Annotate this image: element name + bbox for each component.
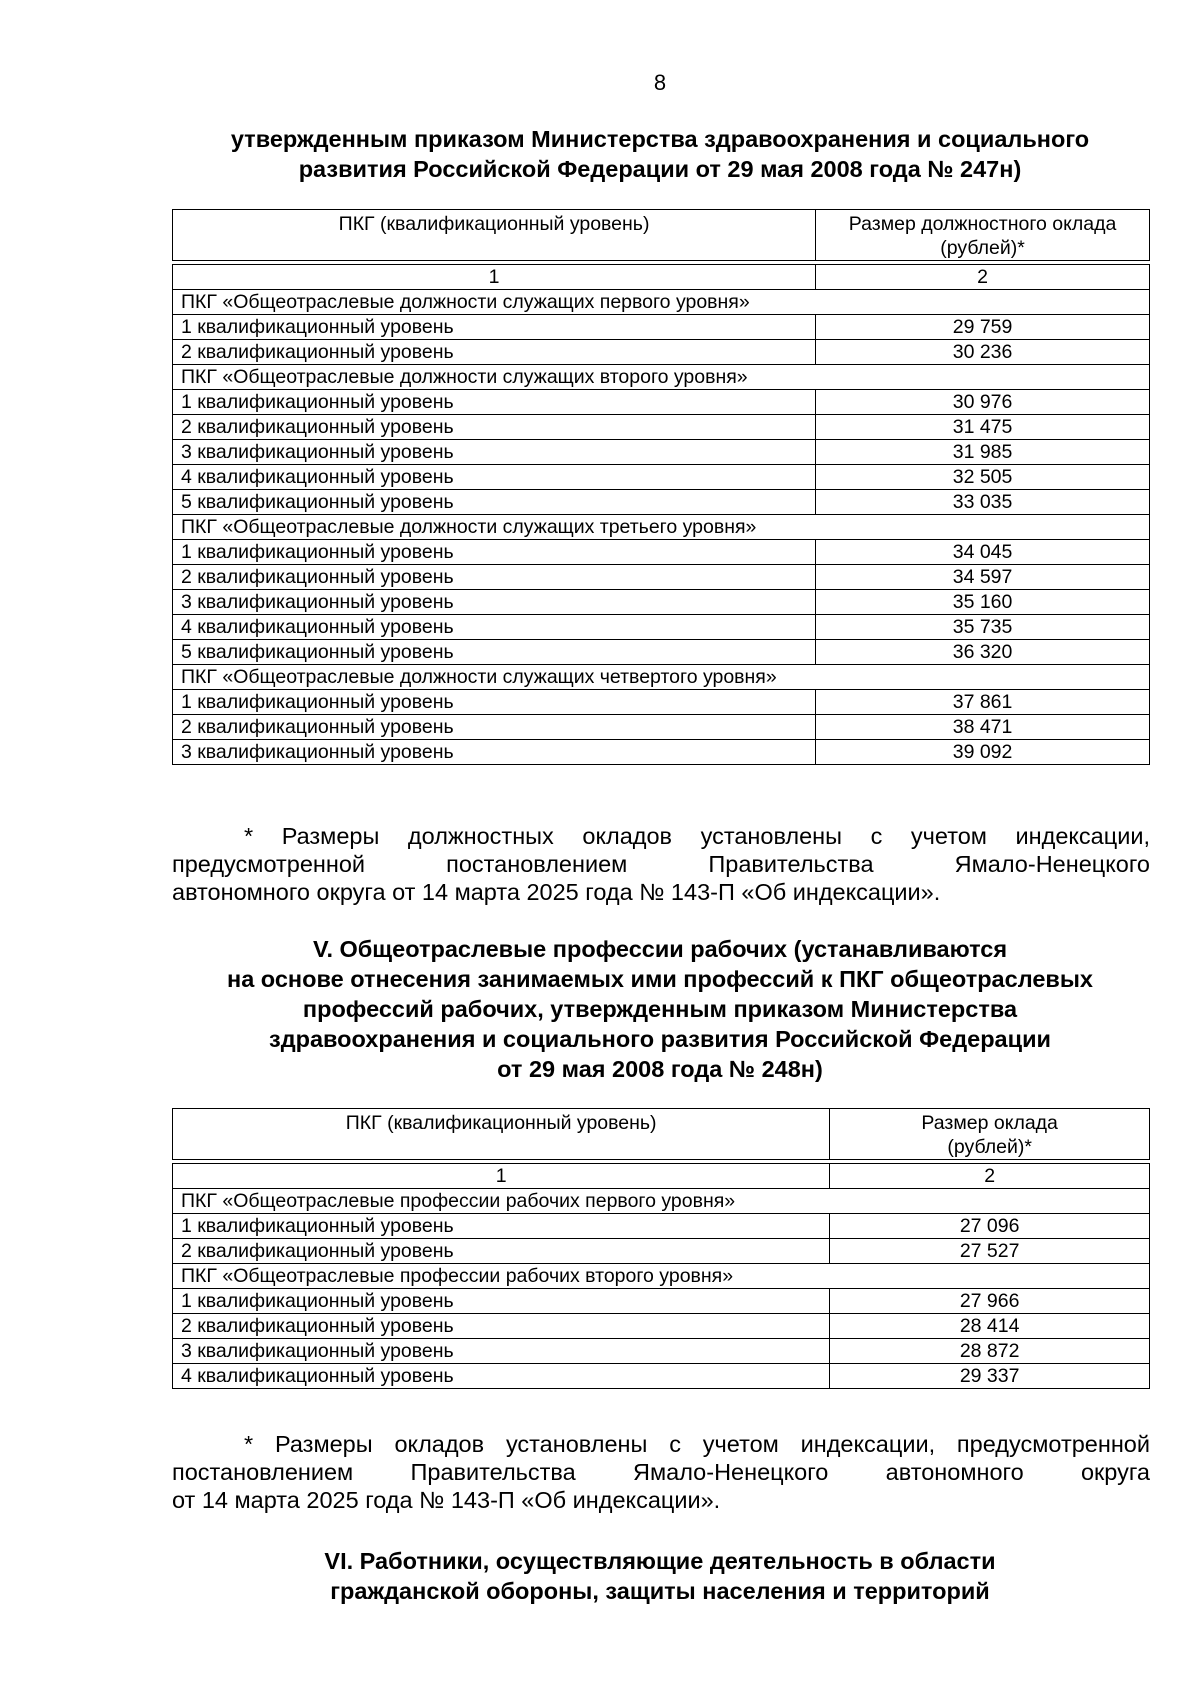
table-row bbox=[173, 740, 1150, 765]
qualification-level: 3 квалификационный уровень bbox=[173, 740, 816, 765]
group-title: ПКГ «Общеотраслевые профессии рабочих второго уровня» bbox=[173, 1264, 1150, 1289]
page-number: 8 bbox=[653, 70, 667, 95]
salary-amount: 27 096 bbox=[830, 1214, 1150, 1239]
table-row bbox=[173, 640, 1150, 665]
group-title-row bbox=[173, 515, 1150, 540]
column-index-row bbox=[173, 265, 1150, 290]
group-title-row bbox=[173, 1264, 1150, 1289]
footnote-line: * Размеры окладов установлены с учетом индексации, предусмотренной bbox=[244, 1431, 1150, 1457]
table-header-row bbox=[173, 210, 1150, 261]
section-4-heading-tail bbox=[172, 124, 1148, 184]
salary-amount: 30 236 bbox=[816, 340, 1150, 365]
heading-line: на основе отнесения занимаемых ими профессий к ПКГ общеотраслевых bbox=[227, 966, 1093, 992]
table-header-row bbox=[173, 1109, 1150, 1160]
footnote-table-2 bbox=[172, 1430, 1150, 1514]
column-header-qualification: ПКГ (квалификационный уровень) bbox=[173, 210, 816, 261]
table-row bbox=[173, 1214, 1150, 1239]
salary-amount: 34 045 bbox=[816, 540, 1150, 565]
heading-line: от 29 мая 2008 года № 248н) bbox=[497, 1056, 823, 1082]
qualification-level: 5 квалификационный уровень bbox=[173, 490, 816, 515]
footnote-line: постановлением Правительства Ямало-Ненецкого автономного округа bbox=[172, 1459, 1150, 1485]
salary-amount: 39 092 bbox=[816, 740, 1150, 765]
footnote-line: автономного округа от 14 марта 2025 года № 143-П «Об индексации». bbox=[172, 879, 941, 905]
group-title: ПКГ «Общеотраслевые должности служащих второго уровня» bbox=[173, 365, 1150, 390]
table-row bbox=[173, 490, 1150, 515]
qualification-level: 3 квалификационный уровень bbox=[173, 1339, 830, 1364]
heading-line: гражданской обороны, защиты населения и территорий bbox=[330, 1578, 990, 1604]
heading-line: V. Общеотраслевые профессии рабочих (устанавливаются bbox=[312, 936, 1008, 962]
qualification-level: 4 квалификационный уровень bbox=[173, 615, 816, 640]
table-row bbox=[173, 440, 1150, 465]
footnote-line: от 14 марта 2025 года № 143-П «Об индексации». bbox=[172, 1487, 721, 1513]
table-row bbox=[173, 690, 1150, 715]
salary-amount: 31 475 bbox=[816, 415, 1150, 440]
qualification-level: 1 квалификационный уровень bbox=[173, 315, 816, 340]
footnote-line: * Размеры должностных окладов установлены с учетом индексации, bbox=[244, 823, 1150, 849]
salary-amount: 36 320 bbox=[816, 640, 1150, 665]
salary-header-line: (рублей)* bbox=[940, 237, 1025, 259]
salary-header-line: Размер оклада bbox=[921, 1112, 1058, 1134]
table-row bbox=[173, 1364, 1150, 1389]
table-row bbox=[173, 415, 1150, 440]
group-title: ПКГ «Общеотраслевые должности служащих третьего уровня» bbox=[173, 515, 1150, 540]
column-header-salary bbox=[816, 210, 1150, 261]
qualification-level: 2 квалификационный уровень bbox=[173, 1314, 830, 1339]
table-row bbox=[173, 465, 1150, 490]
group-title-row bbox=[173, 1189, 1150, 1214]
salary-amount: 38 471 bbox=[816, 715, 1150, 740]
group-title: ПКГ «Общеотраслевые профессии рабочих первого уровня» bbox=[173, 1189, 1150, 1214]
column-index: 2 bbox=[830, 1164, 1150, 1189]
column-header-qualification: ПКГ (квалификационный уровень) bbox=[173, 1109, 830, 1160]
salary-amount: 27 527 bbox=[830, 1239, 1150, 1264]
column-header-salary bbox=[830, 1109, 1150, 1160]
qualification-level: 1 квалификационный уровень bbox=[173, 690, 816, 715]
qualification-level: 1 квалификационный уровень bbox=[173, 390, 816, 415]
salary-header-line: (рублей)* bbox=[947, 1136, 1032, 1158]
salary-header-line: Размер должностного оклада bbox=[848, 213, 1117, 235]
qualification-level: 3 квалификационный уровень bbox=[173, 440, 816, 465]
salary-amount: 34 597 bbox=[816, 565, 1150, 590]
table-row bbox=[173, 565, 1150, 590]
salary-amount: 29 759 bbox=[816, 315, 1150, 340]
table-row bbox=[173, 615, 1150, 640]
group-title-row bbox=[173, 365, 1150, 390]
salary-amount: 35 160 bbox=[816, 590, 1150, 615]
group-title: ПКГ «Общеотраслевые должности служащих первого уровня» bbox=[173, 290, 1150, 315]
footnote-line: предусмотренной постановлением Правительства Ямало-Ненецкого bbox=[172, 851, 1150, 877]
salary-table-employees bbox=[172, 209, 1150, 765]
table-row bbox=[173, 1239, 1150, 1264]
heading-line: утвержденным приказом Министерства здравоохранения и социального bbox=[230, 126, 1090, 152]
salary-amount: 32 505 bbox=[816, 465, 1150, 490]
section-6-heading bbox=[172, 1546, 1148, 1606]
qualification-level: 1 квалификационный уровень bbox=[173, 1289, 830, 1314]
column-index: 1 bbox=[173, 265, 816, 290]
table-row bbox=[173, 1314, 1150, 1339]
group-title-row bbox=[173, 665, 1150, 690]
salary-amount: 28 414 bbox=[830, 1314, 1150, 1339]
qualification-level: 2 квалификационный уровень bbox=[173, 1239, 830, 1264]
heading-line: профессий рабочих, утвержденным приказом Министерства bbox=[302, 996, 1018, 1022]
salary-table-workers bbox=[172, 1108, 1150, 1389]
salary-amount: 27 966 bbox=[830, 1289, 1150, 1314]
table-row bbox=[173, 1289, 1150, 1314]
heading-line: VI. Работники, осуществляющие деятельность в области bbox=[324, 1548, 996, 1574]
salary-amount: 28 872 bbox=[830, 1339, 1150, 1364]
qualification-level: 5 квалификационный уровень bbox=[173, 640, 816, 665]
qualification-level: 3 квалификационный уровень bbox=[173, 590, 816, 615]
table-row bbox=[173, 715, 1150, 740]
qualification-level: 2 квалификационный уровень bbox=[173, 715, 816, 740]
salary-amount: 33 035 bbox=[816, 490, 1150, 515]
salary-amount: 37 861 bbox=[816, 690, 1150, 715]
qualification-level: 1 квалификационный уровень bbox=[173, 1214, 830, 1239]
salary-amount: 35 735 bbox=[816, 615, 1150, 640]
table-row bbox=[173, 340, 1150, 365]
qualification-level: 2 квалификационный уровень bbox=[173, 565, 816, 590]
table-row bbox=[173, 590, 1150, 615]
qualification-level: 2 квалификационный уровень bbox=[173, 340, 816, 365]
salary-amount: 31 985 bbox=[816, 440, 1150, 465]
heading-line: развития Российской Федерации от 29 мая 2008 года № 247н) bbox=[298, 156, 1022, 182]
group-title-row bbox=[173, 290, 1150, 315]
column-index-row bbox=[173, 1164, 1150, 1189]
group-title: ПКГ «Общеотраслевые должности служащих четвертого уровня» bbox=[173, 665, 1150, 690]
heading-line: здравоохранения и социального развития Российской Федерации bbox=[269, 1026, 1051, 1052]
table-row bbox=[173, 1339, 1150, 1364]
table-row bbox=[173, 540, 1150, 565]
footnote-table-1 bbox=[172, 822, 1150, 906]
table-row bbox=[173, 315, 1150, 340]
qualification-level: 4 квалификационный уровень bbox=[173, 465, 816, 490]
section-5-heading bbox=[172, 934, 1148, 1084]
column-index: 2 bbox=[816, 265, 1150, 290]
qualification-level: 1 квалификационный уровень bbox=[173, 540, 816, 565]
salary-amount: 29 337 bbox=[830, 1364, 1150, 1389]
column-index: 1 bbox=[173, 1164, 830, 1189]
table-row bbox=[173, 390, 1150, 415]
qualification-level: 4 квалификационный уровень bbox=[173, 1364, 830, 1389]
salary-amount: 30 976 bbox=[816, 390, 1150, 415]
qualification-level: 2 квалификационный уровень bbox=[173, 415, 816, 440]
